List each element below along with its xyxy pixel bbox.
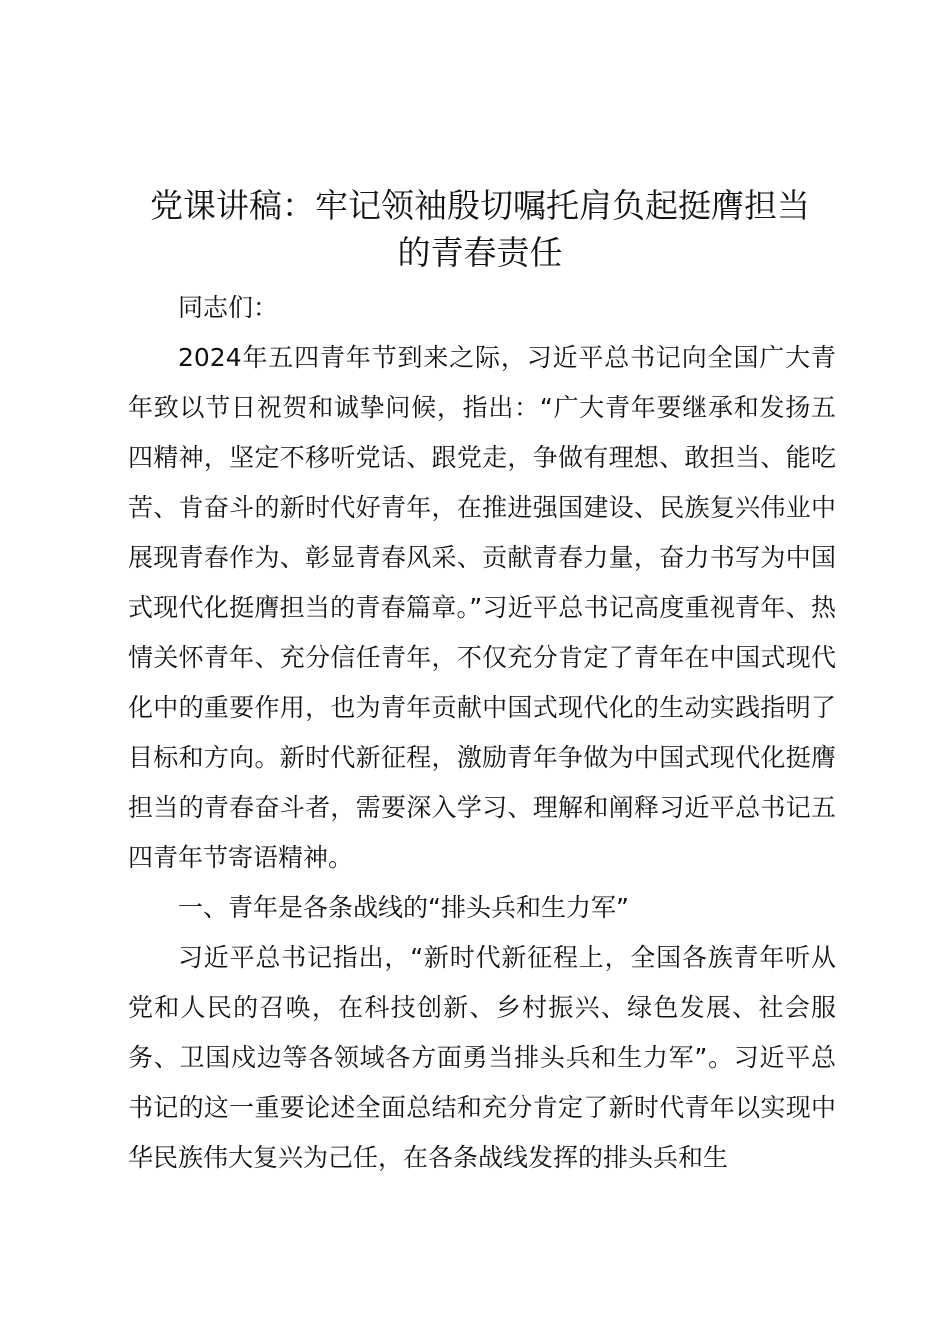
paragraph-2: 习近平总书记指出，“新时代新征程上，全国各族青年听从党和人民的召唤，在科技创新、乡村振兴、绿色发展、社会服务、卫国戍边等各领域各方面勇当排头兵和生力军”。习近平总书记的这一重要论述全面总结和充分肯定了新时代青年以实现中华民族伟大复兴为己任，在各条战线发挥的排头兵和生 [128,943,836,1172]
document-title [120,182,840,276]
title-line-1: 党课讲稿：牢记领袖殷切嘱托肩负起挺膺担当 [150,186,810,225]
salutation: 同志们： [178,293,279,322]
section-heading-1: 一、青年是各条战线的“排头兵和生力军” [178,893,629,922]
paragraph-1: 2024年五四青年节到来之际，习近平总书记向全国广大青年致以节日祝贺和诚挚问候，指出：“广大青年要继承和发扬五四精神，坚定不移听党话、跟党走，争做有理想、敢担当、能吃苦、肯奋斗的新时代好青年，在推进强国建设、民族复兴伟业中展现青春作为、彰显青春风采、贡献青春力量，奋力书写为中国式现代化挺膺担当的青春篇章。”习近平总书记高度重视青年、热情关怀青年、充分信任青年，不仅充分肯定了青年在中国式现代化中的重要作用，也为青年贡献中国式现代化的生动实践指明了目标和方向。新时代新征程，激励青年争做为中国式现代化挺膺担当的青春奋斗者，需要深入学习、理解和阐释习近平总书记五四青年节寄语精神。 [128,343,836,872]
document-body [128,283,836,1183]
title-line-2: 的青春责任 [397,233,563,272]
